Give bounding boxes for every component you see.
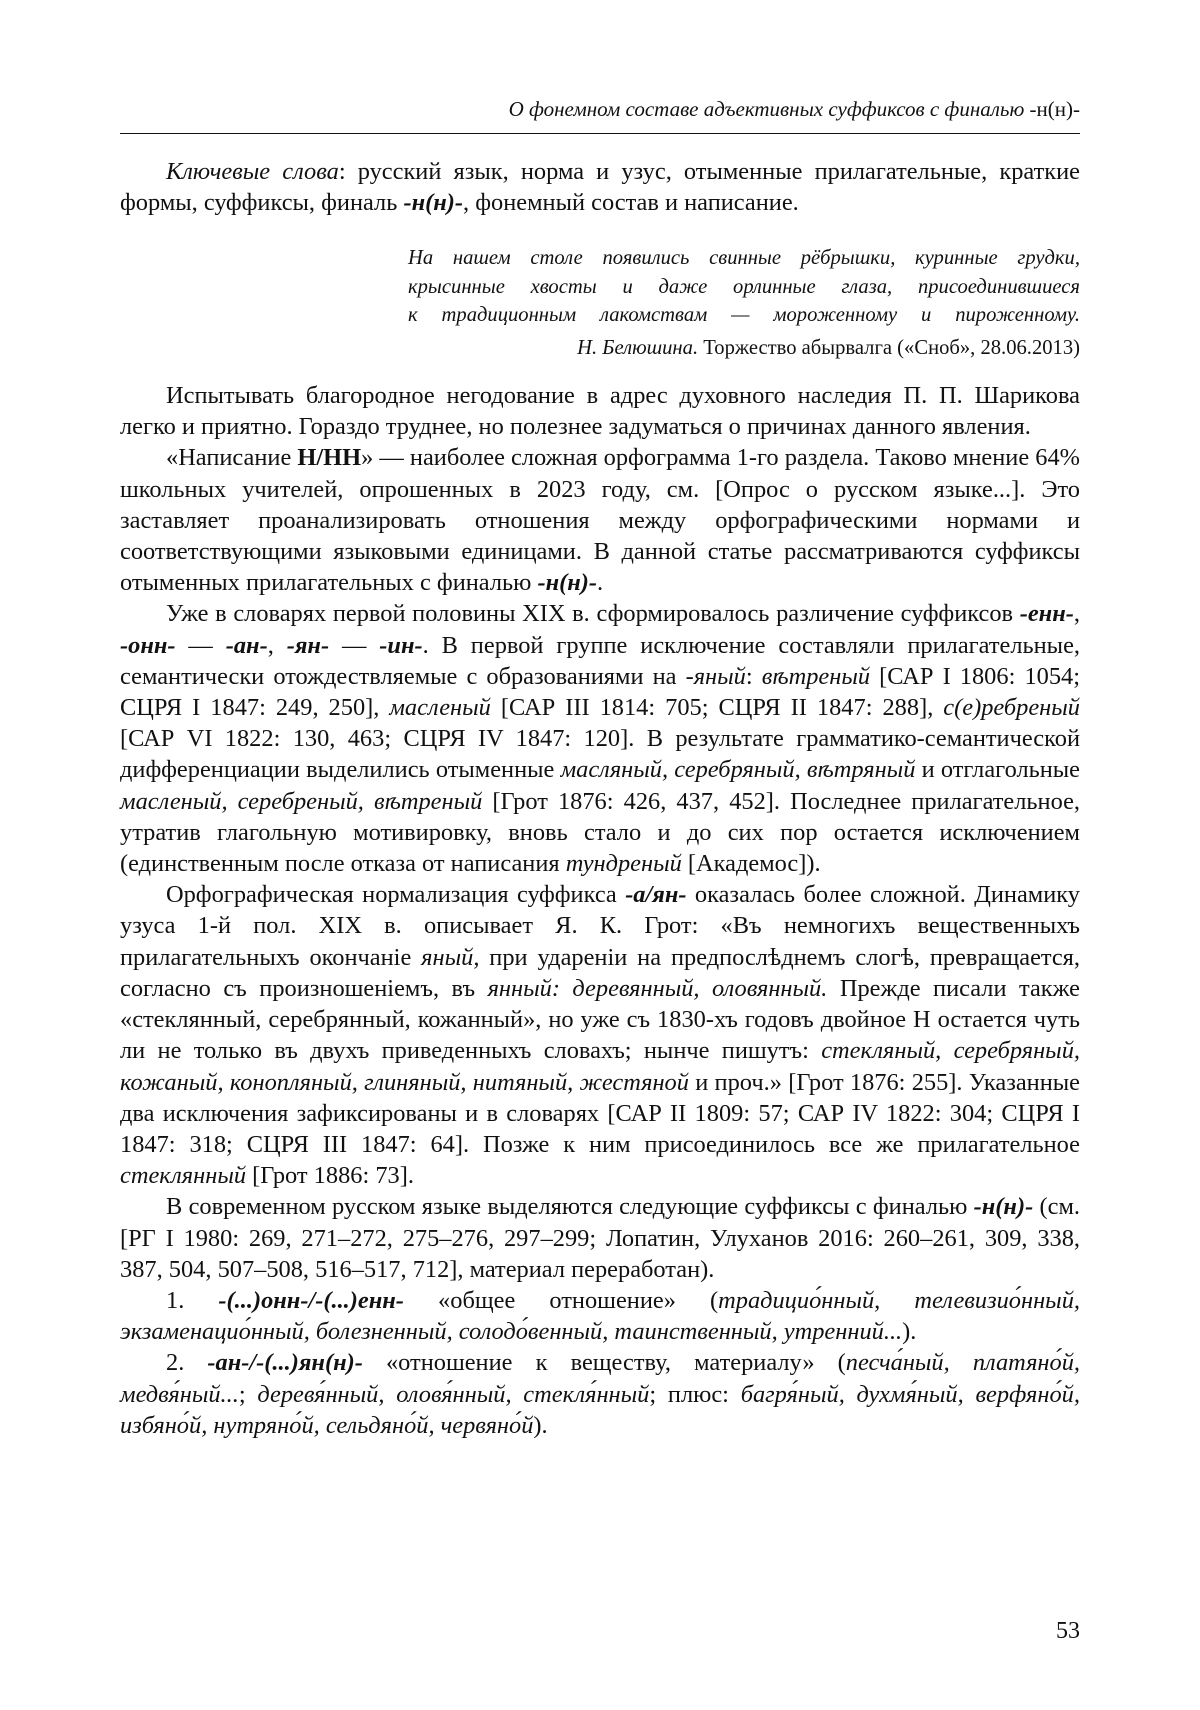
article-body — [120, 156, 1080, 1441]
epigraph-quote: На нашем столе появились свинные рёбрышки, куринные грудки, крысинные хвосты и даже орлинные глаза, присоединившиеся к традиционным лакомствам — мороженному и пироженному. — [408, 247, 1080, 327]
header-rule — [120, 133, 1080, 134]
keywords-paragraph: Ключевые слова: русский язык, норма и узус, отыменные прилагательные, краткие формы, суффиксы, финаль -н(н)-, фонемный состав и написание. — [120, 158, 1080, 217]
epigraph-source: Н. Белюшина. Торжество абырвалга («Сноб», 28.06.2013) — [577, 336, 1080, 359]
keywords-label: Ключевые слова — [166, 158, 339, 185]
page-number: 53 — [1056, 1618, 1080, 1644]
running-title: О фонемном составе адъективных суффиксов с финалью -н(н)- — [508, 97, 1080, 121]
list-item: 2. -ан-/-(...)ян(н)- «отношение к веществу, материалу» (песча́ный, платяно́й, медвя́ный...; деревя́нный, оловя́нный, стекля́нный; плюс: багря́ный, духмя́ный, верфяно́й, избяно́й, нутряно́й, сельдяно́й, червяно́й). — [120, 1349, 1081, 1439]
paragraph-3: Уже в словарях первой половины XIX в. сформировалось различение суффиксов -енн-, -онн- — -ан-, -ян- — -ин-. В первой группе исключение составляли прилагательные, семантически отождествляемые с образованиями на -яный: вѣтреный [САР I 1806: 1054; СЦРЯ I 1847: 249, 250], масленый [САР III 1814: 705; СЦРЯ II 1847: 288], с(е)ребреный [САР VI 1822: 130, 463; СЦРЯ IV 1847: 120]. В результате грамматико-семантической дифференциации выделились отыменные масляный, серебряный, вѣтряный и отглагольные масленый, серебреный, вѣтреный [Грот 1876: 426, 437, 452]. Последнее прилагательное, утратив глагольную мотивировку, вновь стало и до сих пор остается исключением (единственным после отказа от написания тундреный [Академос]). — [120, 600, 1081, 878]
paragraph-4: Орфографическая нормализация суффикса -а/ян- оказалась более сложной. Динамику узуса 1-й пол. XIX в. описывает Я. К. Грот: «Въ немногихъ вещественныхъ прилагательныхъ окончанiе яный, при ударенiи на предпослѣднемъ слогѣ, превращается, согласно съ произношенiемъ, въ янный: деревянный, оловянный. Прежде писали также «стеклянный, серебрянный, кожанный», но уже съ 1830-хъ годовъ двойное Н остается чуть ли не только въ двухъ приведенныхъ словахъ; нынче пишутъ: стекляный, серебряный, кожаный, конопляный, глиняный, нитяный, жестяной и проч.» [Грот 1876: 255]. Указанные два исключения зафиксированы и в словарях [САР II 1809: 57; САР IV 1822: 304; СЦРЯ I 1847: 318; СЦРЯ III 1847: 64]. Позже к ним присоединилось все же прилагательное стеклянный [Грот 1886: 73]. — [120, 881, 1081, 1190]
epigraph — [120, 244, 1080, 362]
paragraph-5: В современном русском языке выделяются следующие суффиксы с финалью -н(н)- (см. [РГ I 1980: 269, 271–272, 275–276, 297–299; Лопатин, Улуханов 2016: 260–261, 309, 338, 387, 504, 507–508, 516–517, 712], материал переработан). — [120, 1193, 1080, 1283]
paragraph-2: «Написание Н/НН» — наиболее сложная орфограмма 1-го раздела. Таково мнение 64% школьных учителей, опрошенных в 2023 году, см. [Опрос о русском языке...]. Это заставляет проанализировать отношения между орфографическими нормами и соответствующими языковыми единицами. В данной статье рассматриваются суффиксы отыменных прилагательных с финалью -н(н)-. — [120, 444, 1080, 597]
list-item: 1. -(...)онн-/-(...)енн- «общее отношение» (традицио́нный, телевизио́нный, экзаменацио́нный, болезненный, солодо́венный, таинственный, утренний...). — [120, 1286, 1080, 1346]
paragraph-1: Испытывать благородное негодование в адрес духовного наследия П. П. Шарикова легко и приятно. Гораздо труднее, но полезнее задуматься о причинах данного явления. — [120, 382, 1080, 441]
